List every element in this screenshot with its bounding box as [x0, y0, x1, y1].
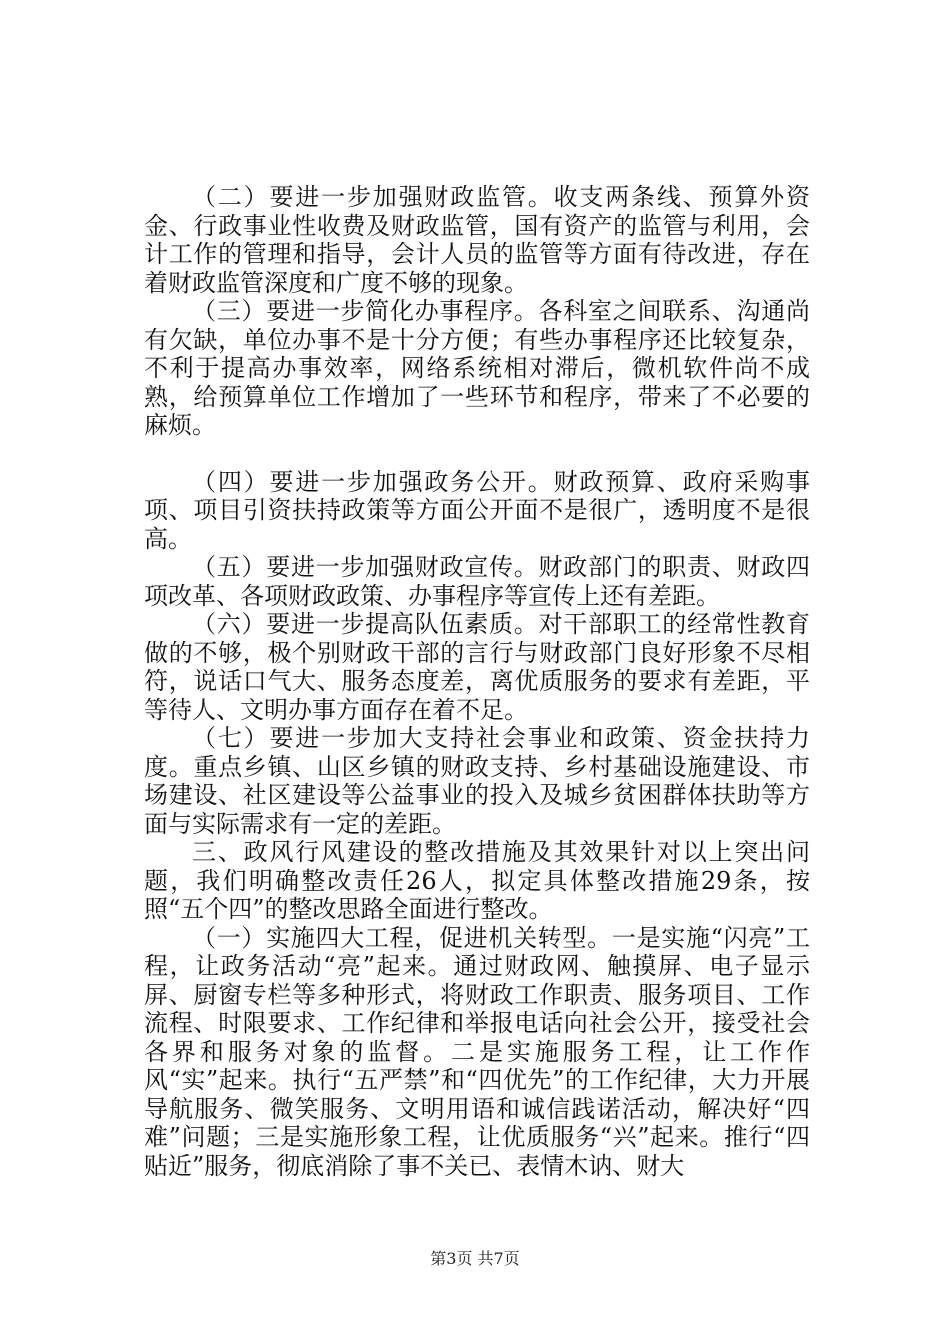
- page-number-footer: 第3页 共7页: [430, 1249, 520, 1268]
- paragraph-7: （七）要进一步加大支持社会事业和政策、资金扶持力度。重点乡镇、山区乡镇的财政支持、乡村基础设施建设、市场建设、社区建设等公益事业的投入及城乡贫困群体扶助等方面与实际需求有一定的差距。: [144, 724, 810, 838]
- paragraph-6: （六）要进一步提高队伍素质。对干部职工的经常性教育做的不够，极个别财政干部的言行与财政部门良好形象不尽相符，说话口气大、服务态度差，离优质服务的要求有差距，平等待人、文明办事方面存在着不足。: [144, 610, 810, 724]
- measure-1: （一）实施四大工程，促进机关转型。一是实施“闪亮”工程，让政务活动“亮”起来。通过财政网、触摸屏、电子显示屏、厨窗专栏等多种形式，将财政工作职责、服务项目、工作流程、时限要求、工作纪律和举报电话向社会公开，接受社会各界和服务对象的监督。二是实施服务工程，让工作作风“实”起来。执行“五严禁”和“四优先”的工作纪律，大力开展导航服务、微笑服务、文明用语和诚信践诺活动，解决好“四难”问题；三是实施形象工程，让优质服务“兴”起来。推行“四贴近”服务，彻底消除了事不关已、表情木讷、财大: [144, 923, 810, 1180]
- paragraph-3: （三）要进一步简化办事程序。各科室之间联系、沟通尚有欠缺，单位办事不是十分方便；有些办事程序还比较复杂，不利于提高办事效率，网络系统相对滞后，微机软件尚不成熟，给预算单位工作增加了一些环节和程序，带来了不必要的麻烦。: [144, 297, 810, 439]
- paragraph-4: （四）要进一步加强政务公开。财政预算、政府采购事项、项目引资扶持政策等方面公开面不是很广，透明度不是很高。: [144, 467, 810, 553]
- paragraph-5: （五）要进一步加强财政宣传。财政部门的职责、财政四项改革、各项财政政策、办事程序等宣传上还有差距。: [144, 553, 810, 610]
- paragraph-2: （二）要进一步加强财政监管。收支两条线、预算外资金、行政事业性收费及财政监管，国有资产的监管与利用，会计工作的管理和指导，会计人员的监管等方面有待改进，存在着财政监管深度和广度不够的现象。: [144, 183, 810, 297]
- document-body: [144, 183, 810, 1180]
- section-3-intro: 三、政风行风建设的整改措施及其效果针对以上突出问题，我们明确整改责任26人，拟定具体整改措施29条，按照“五个四”的整改思路全面进行整改。: [144, 838, 810, 923]
